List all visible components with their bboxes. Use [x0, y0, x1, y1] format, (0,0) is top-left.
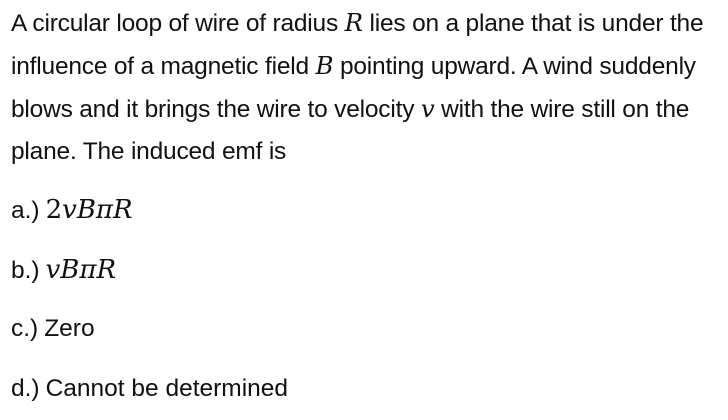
question-part-2: lies on a plane that is under the influence of a magnetic field [11, 10, 704, 80]
option-d-label: d.) [11, 375, 40, 402]
question-text [11, 2, 727, 173]
option-c-text: Zero [44, 315, 95, 342]
option-a[interactable] [11, 195, 133, 226]
question-part-4: with the wire still on the plane. The induced emf is [11, 96, 690, 165]
radius-variable: R [344, 8, 363, 37]
option-a-label: a.) [11, 197, 40, 224]
question-part-3: pointing upward. A wind suddenly blows and it brings the wire to velocity [11, 53, 696, 123]
option-a-coefficient: 2 [45, 195, 63, 225]
question-part-1: A circular loop of wire of radius [11, 10, 345, 37]
velocity-variable: v [420, 94, 435, 123]
magnetic-field-variable: B [315, 51, 334, 80]
option-a-expression: vBπR [62, 195, 133, 225]
option-c-label: c.) [11, 315, 39, 342]
option-c[interactable] [11, 314, 95, 344]
option-b-label: b.) [11, 257, 40, 284]
option-b-expression: vBπR [45, 255, 117, 285]
option-b[interactable] [11, 255, 116, 286]
option-d[interactable] [11, 374, 288, 404]
option-d-text: Cannot be determined [45, 375, 289, 402]
